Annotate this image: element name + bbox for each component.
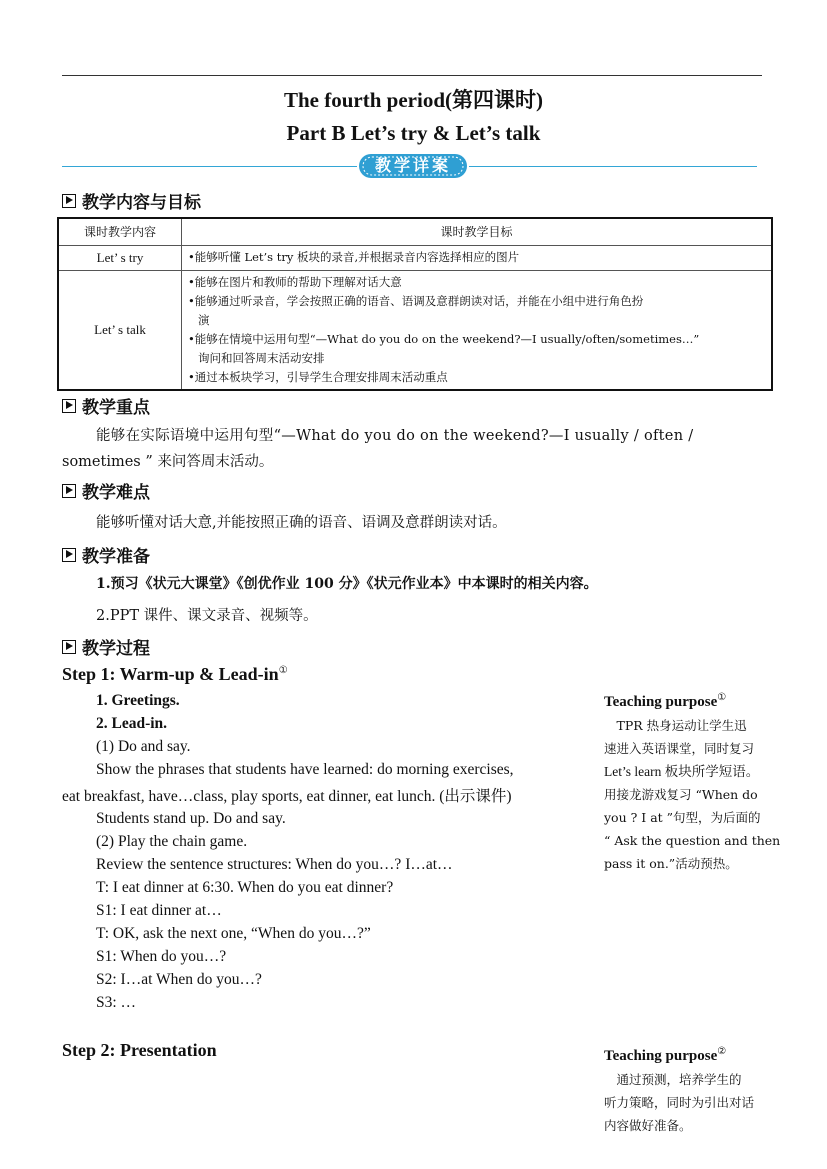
play-triangle-icon bbox=[62, 399, 76, 413]
key-points-line-2: sometimes ” 来问答周末活动。 bbox=[62, 454, 274, 470]
goal-line: •能够在情境中运用句型“—What do you do on the weekend?—I usually/often/sometimes…” bbox=[188, 331, 700, 346]
section-key-points bbox=[62, 393, 150, 418]
teaching-purpose-label: Teaching purpose bbox=[604, 694, 718, 710]
key-points-line-1: 能够在实际语境中运用句型“—What do you do on the weekend?—I usually / often / bbox=[96, 428, 694, 444]
prep-item-2: 2.PPT 课件、课文录音、视频等。 bbox=[96, 608, 318, 624]
footnote-marker: ① bbox=[278, 665, 288, 676]
banner-rule-right bbox=[469, 166, 757, 167]
purpose-line: 用接龙游戏复习 “When do bbox=[604, 787, 758, 802]
play-triangle-icon bbox=[62, 640, 76, 654]
step1-line: 2. Lead-in. bbox=[96, 715, 168, 732]
teaching-purpose-2-title bbox=[604, 1046, 726, 1065]
purpose-line: Let’s learn 板块所学短语。 bbox=[604, 764, 760, 779]
table-header-row bbox=[58, 218, 772, 245]
step1-line: T: I eat dinner at 6:30. When do you eat dinner? bbox=[96, 879, 394, 896]
teaching-purpose-1-title bbox=[604, 692, 726, 711]
goal-line: 演 bbox=[198, 312, 210, 327]
goal-line: •能够通过听录音，学会按照正确的语音、语调及意群朗读对话，并能在小组中进行角色扮 bbox=[188, 293, 644, 308]
table-cell-goals bbox=[182, 270, 773, 390]
purpose-line: TPR 热身运动让学生迅 bbox=[604, 718, 747, 733]
banner-rule-left bbox=[62, 166, 357, 167]
table-row bbox=[58, 245, 772, 270]
step1-line: S1: When do you…? bbox=[96, 948, 227, 965]
purpose-line: 听力策略，同时为引出对话 bbox=[604, 1095, 755, 1110]
section-label: 教学难点 bbox=[82, 483, 150, 503]
banner-label: 教学详案 bbox=[374, 156, 451, 175]
section-difficulty bbox=[62, 478, 150, 503]
table-header: 课时教学内容 bbox=[58, 218, 182, 245]
teaching-purpose-1-body bbox=[604, 714, 784, 875]
table-cell-goal: •能够听懂 Let’s try 板块的录音,并根据录音内容选择相应的图片 bbox=[182, 245, 773, 270]
section-banner bbox=[357, 151, 469, 181]
section-label: 教学重点 bbox=[82, 398, 150, 418]
purpose-line: 内容做好准备。 bbox=[604, 1118, 692, 1133]
lesson-subtitle: Part B Let’s try & Let’s talk bbox=[286, 121, 541, 145]
section-content-goals bbox=[62, 188, 201, 213]
top-rule bbox=[62, 75, 762, 76]
goal-line: 询问和回答周末活动安排 bbox=[198, 350, 325, 365]
step1-line: (1) Do and say. bbox=[96, 738, 191, 755]
step2-title: Step 2: Presentation bbox=[62, 1040, 217, 1060]
purpose-line: 速进入英语课堂，同时复习 bbox=[604, 741, 755, 756]
step1-line: T: OK, ask the next one, “When do you…?” bbox=[96, 925, 371, 942]
step1-line: S1: I eat dinner at… bbox=[96, 902, 222, 919]
purpose-line: you ? I at ”句型，为后面的 bbox=[604, 810, 761, 825]
step1-line: Students stand up. Do and say. bbox=[96, 810, 286, 827]
section-label: 教学准备 bbox=[82, 547, 150, 567]
goals-table bbox=[57, 217, 773, 391]
purpose-line: pass it on.”活动预热。 bbox=[604, 856, 738, 871]
step1-line: Review the sentence structures: When do you…? I…at… bbox=[96, 856, 453, 873]
step1-line: S3: … bbox=[96, 994, 137, 1011]
goal-line: •通过本板块学习，引导学生合理安排周末活动重点 bbox=[188, 369, 448, 384]
difficulty-text: 能够听懂对话大意,并能按照正确的语音、语调及意群朗读对话。 bbox=[96, 515, 507, 531]
footnote-marker: ② bbox=[717, 1046, 727, 1057]
section-label: 教学过程 bbox=[82, 639, 150, 659]
step1-line: Show the phrases that students have learned: do morning exercises, bbox=[96, 761, 514, 778]
step1-title bbox=[62, 664, 288, 685]
table-row bbox=[58, 270, 772, 390]
step1-line: eat breakfast, have…class, play sports, eat dinner, eat lunch. (出示课件) bbox=[62, 788, 512, 805]
goal-line: •能够在图片和教师的帮助下理解对话大意 bbox=[188, 274, 402, 289]
teaching-purpose-label: Teaching purpose bbox=[604, 1048, 718, 1064]
play-triangle-icon bbox=[62, 484, 76, 498]
step1-line: 1. Greetings. bbox=[96, 692, 180, 709]
footnote-marker: ① bbox=[717, 692, 727, 703]
prep-item-1: 1.预习《状元大课堂》《创优作业 100 分》《状元作业本》中本课时的相关内容。 bbox=[96, 576, 598, 592]
section-preparation bbox=[62, 542, 150, 567]
step1-line: (2) Play the chain game. bbox=[96, 833, 248, 850]
purpose-line: 通过预测，培养学生的 bbox=[604, 1072, 742, 1087]
teaching-purpose-2-body bbox=[604, 1068, 784, 1137]
step1-title-text: Step 1: Warm-up & Lead-in bbox=[62, 664, 279, 684]
play-triangle-icon bbox=[62, 194, 76, 208]
step1-line: S2: I…at When do you…? bbox=[96, 971, 262, 988]
table-header: 课时教学目标 bbox=[182, 218, 773, 245]
play-triangle-icon bbox=[62, 548, 76, 562]
table-cell-content: Let’ s talk bbox=[58, 270, 182, 390]
lesson-title: The fourth period(第四课时) bbox=[284, 88, 543, 112]
purpose-line: “ Ask the question and then bbox=[604, 833, 781, 848]
section-process bbox=[62, 634, 150, 659]
table-cell-content: Let’ s try bbox=[58, 245, 182, 270]
section-label: 教学内容与目标 bbox=[82, 193, 201, 213]
